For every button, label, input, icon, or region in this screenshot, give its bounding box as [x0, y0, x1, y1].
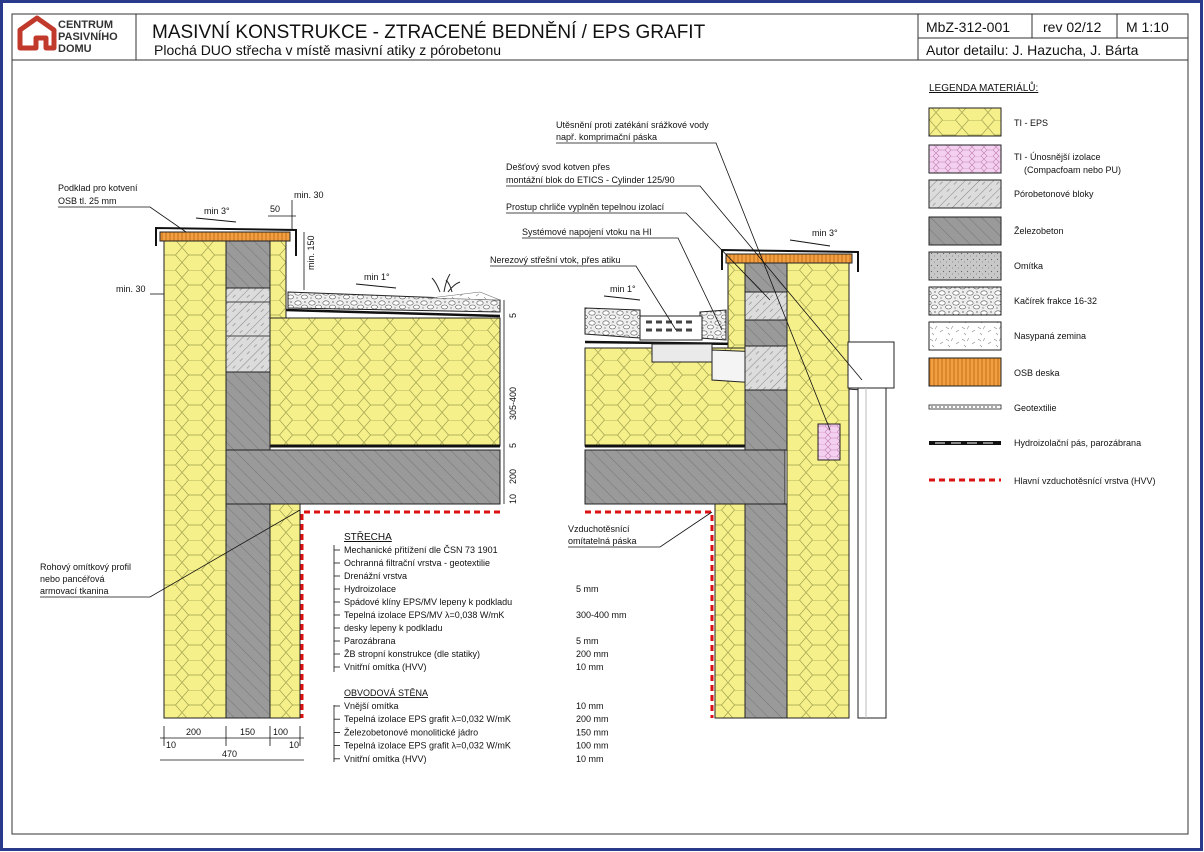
right-note-2a: Dešťový svod kotven přes [506, 162, 610, 172]
legend-label-hvv: Hlavní vzduchotěsnící vrstva (HVV) [1014, 476, 1156, 486]
right-soft-insulation [818, 424, 840, 460]
logo-line-3: DOMU [58, 43, 92, 55]
left-wall-eps-outer [164, 240, 226, 718]
left-corner-line2: nebo pancéřová [40, 574, 105, 584]
roof-layer-name: Drenážní vrstva [344, 571, 408, 581]
legend-swatch-eps [929, 108, 1001, 136]
left-rc-slab [226, 450, 500, 504]
right-osb-board [726, 254, 852, 263]
roof-layer-name: Hydroizolace [344, 584, 397, 594]
legend-label-geotextile: Geotextilie [1014, 403, 1057, 413]
left-bottom-dim-10a: 10 [166, 740, 177, 750]
left-min1-label: min 1° [364, 272, 390, 282]
wall-layer-value: 100 mm [576, 740, 609, 751]
right-note-3: Prostup chrliče vyplněn tepelnou izolací [506, 202, 665, 212]
right-rc-slab [585, 450, 785, 504]
right-vzd-line1: Vzduchotěsnící [568, 524, 630, 534]
left-bottom-dim-2: 150 [240, 727, 256, 737]
roof-layer-value: 300-400 mm [576, 610, 627, 620]
left-bottom-dim-1: 200 [186, 727, 202, 737]
legend-swatch-soil [929, 322, 1001, 350]
roof-layer-value: 10 mm [576, 662, 604, 672]
wall-section-title: OBVODOVÁ STĚNA [344, 688, 429, 698]
right-wall-eps-outer [787, 262, 849, 718]
wall-layer-name: Vnitřní omítka (HVV) [344, 753, 427, 764]
right-note-1b: např. komprimační páska [556, 132, 658, 142]
legend-swatch-concrete [929, 217, 1001, 245]
left-parapet-eps-inner [270, 240, 286, 318]
left-dim-5a: 5 [508, 312, 518, 318]
right-drain-grate [640, 316, 702, 340]
legend-label-soil: Nasypaná zemina [1014, 331, 1087, 341]
right-rc-core [745, 504, 787, 718]
logo-line-2: PASIVNÍHO [58, 31, 118, 43]
roof-layer-value: 200 mm [576, 649, 609, 659]
logo-line-1: CENTRUM [58, 19, 113, 31]
wall-layer-name: Tepelná izolace EPS grafit λ=0,032 W/mK [344, 740, 511, 751]
right-note-5: Nerezový střešní vtok, přes atiku [490, 255, 621, 265]
legend-swatch-aerated [929, 180, 1001, 208]
left-corner-line1: Rohový omítkový profil [40, 562, 132, 572]
legend-label-osb: OSB deska [1014, 368, 1060, 378]
left-podklad-line1: Podklad pro kotvení [58, 183, 138, 193]
title-block [12, 14, 1188, 60]
right-downpipe [858, 388, 886, 718]
roof-layer-name: desky lepeny k podkladu [344, 623, 443, 633]
left-dim-5b: 5 [508, 442, 518, 448]
left-corner-line3: armovací tkanina [40, 586, 109, 596]
wall-layer-name: Železobetonové monolitické jádro [344, 727, 479, 738]
legend-label-hydro: Hydroizolační pás, parozábrana [1014, 438, 1142, 448]
legend-swatch-plaster [929, 252, 1001, 280]
left-dim-200: 200 [508, 468, 518, 484]
right-note-2b: montážní blok do ETICS - Cylinder 125/90 [506, 175, 675, 185]
left-roof-insulation [270, 318, 500, 446]
left-min150: min. 150 [306, 235, 316, 270]
left-dim-305: 305-400 [508, 386, 518, 420]
legend-label-gravel: Kačírek frakce 16-32 [1014, 296, 1098, 306]
legend-label-soft: TI - Únosnější izolace [1014, 152, 1101, 162]
drawing-subtitle: Plochá DUO střecha v místě masivní atiky z pórobetonu [154, 42, 502, 58]
roof-layer-name: Ochranná filtrační vrstva - geotextilie [344, 558, 491, 568]
left-osb-board [160, 232, 290, 241]
right-rainwater-head [848, 342, 894, 388]
wall-layer-value: 150 mm [576, 727, 609, 738]
right-min3-label: min 3° [812, 228, 838, 238]
roof-section-title: STŘECHA [344, 532, 392, 543]
right-wall-eps-inner [715, 504, 745, 718]
roof-layer-name: Parozábrana [344, 636, 396, 646]
drawing-scale: M 1:10 [1126, 19, 1169, 35]
roof-layer-name: Tepelná izolace EPS/MV λ=0,038 W/mK [344, 610, 505, 620]
left-bottom-dim-10b: 10 [289, 740, 300, 750]
roof-layer-name: Mechanické přitížení dle ČSN 73 1901 [344, 545, 498, 555]
left-bottom-dim-470: 470 [222, 749, 238, 759]
legend-label-soft-2: (Compacfoam nebo PU) [1024, 165, 1122, 175]
legend-label-aerated: Pórobetonové bloky [1014, 189, 1094, 199]
left-min30-left: min. 30 [116, 284, 146, 294]
legend-swatch-gravel [929, 287, 1001, 315]
wall-layer-value: 200 mm [576, 714, 609, 725]
roof-layer-name: Vnitřní omítka (HVV) [344, 662, 427, 672]
left-podklad-line2: OSB tl. 25 mm [58, 196, 117, 206]
roof-layer-name: Spádové klíny EPS/MV lepeny k podkladu [344, 597, 513, 607]
right-note-4: Systémové napojení vtoku na HI [522, 227, 652, 237]
legend-label-concrete: Železobeton [1014, 226, 1064, 236]
drawing-title: MASIVNÍ KONSTRUKCE - ZTRACENÉ BEDNĚNÍ / EPS GRAFIT [152, 22, 706, 43]
left-dim-10: 10 [508, 493, 518, 504]
legend-label-eps: TI - EPS [1014, 118, 1049, 128]
legend-swatch-soft [929, 145, 1001, 173]
drawing-code: MbZ-312-001 [926, 19, 1011, 35]
legend-title: LEGENDA MATERIÁLŮ: [929, 83, 1039, 94]
drawing-author: Autor detailu: J. Hazucha, J. Bárta [926, 42, 1139, 58]
right-note-1a: Utěsnění proti zatékání srážkové vody [556, 120, 709, 130]
left-wall-eps-inner [270, 504, 300, 718]
right-vzd-line2: omítatelná páska [568, 536, 637, 546]
left-rc-core [226, 504, 270, 718]
legend-label-plaster: Omítka [1014, 261, 1044, 271]
left-dim-50: 50 [270, 204, 281, 214]
wall-layer-name: Vnější omítka [344, 701, 399, 711]
right-gravel [585, 308, 640, 338]
drawing-revision: rev 02/12 [1043, 19, 1102, 35]
left-min3-label: min 3° [204, 206, 230, 216]
legend-swatch-osb [929, 358, 1001, 386]
wall-layer-name: Tepelná izolace EPS grafit λ=0,032 W/mK [344, 714, 511, 725]
roof-layer-name: ŽB stropní konstrukce (dle statiky) [344, 649, 481, 659]
right-min1-label: min 1° [610, 284, 636, 294]
left-min30-top: min. 30 [294, 190, 324, 200]
roof-layer-value: 5 mm [576, 636, 599, 646]
legend-swatch-geotextile [929, 405, 1001, 409]
wall-layer-value: 10 mm [576, 701, 604, 711]
left-bottom-dim-3: 100 [273, 727, 289, 737]
roof-layer-value: 5 mm [576, 584, 599, 594]
wall-layer-value: 10 mm [576, 753, 604, 764]
